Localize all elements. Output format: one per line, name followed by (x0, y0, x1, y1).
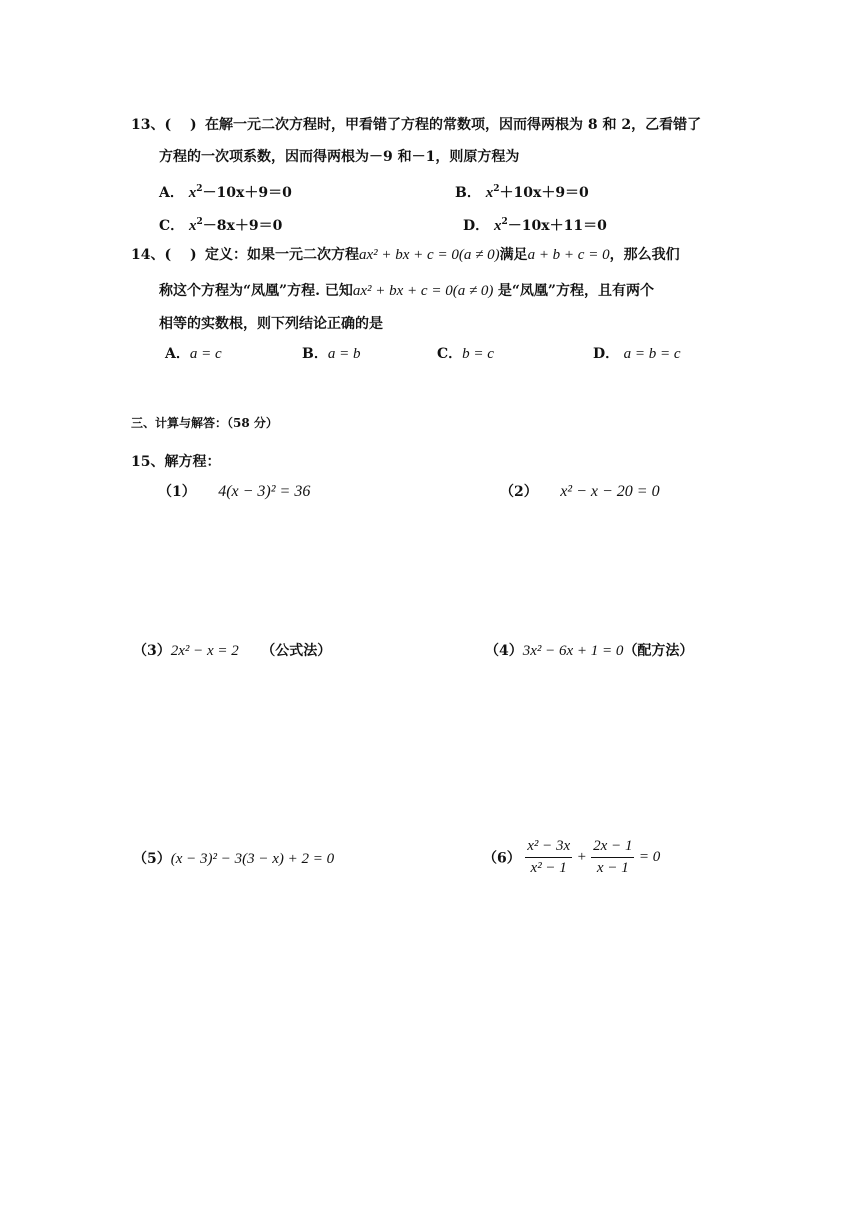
section-heading: 三、计算与解答：（58 分） (131, 416, 278, 430)
option-expr: a = b = c (623, 346, 681, 362)
item-expression: 4(x − 3)² = 36 (218, 483, 311, 500)
option-exp: 2 (196, 184, 203, 194)
q15-item-1 (158, 481, 310, 501)
item-label: （2） (500, 484, 538, 500)
q14-condition: a + b + c = 0 (527, 247, 610, 263)
fraction-2 (591, 838, 634, 877)
q13-number: 13、( ) (131, 117, 197, 133)
option-label: B． (302, 346, 328, 362)
option-rest: －10x＋11＝0 (507, 218, 607, 234)
option-var: x (485, 185, 494, 201)
q13-option-d[interactable] (463, 215, 607, 235)
option-label: A． (165, 346, 190, 362)
item-method-note: （公式法） (261, 643, 332, 659)
item-expression: 3x² − 6x + 1 = 0 (522, 643, 624, 659)
option-var: x (188, 185, 197, 201)
q14-option-a[interactable] (165, 343, 222, 363)
q15-item-2 (500, 481, 660, 501)
option-exp: 2 (196, 217, 203, 227)
q14-number: 14、( ) (131, 247, 197, 263)
q15-item-6 (483, 838, 660, 877)
item-expression: 2x² − x = 2 (170, 643, 239, 659)
q14-text: 定义：如果一元二次方程 (205, 247, 359, 263)
item-expression: x² − x − 20 = 0 (560, 483, 660, 500)
option-label: D． (463, 218, 490, 234)
q13-text-line2: 方程的一次项系数，因而得两根为－9 和－1，则原方程为 (159, 149, 520, 165)
equals-zero: = 0 (638, 849, 661, 865)
q15-title: 15、解方程： (131, 454, 221, 470)
q14-text: 称这个方程为“凤凰”方程. 已知 (159, 283, 353, 299)
option-label: A． (159, 185, 184, 201)
item-label: （5） (133, 851, 171, 867)
option-rest: ＋10x＋9＝0 (499, 185, 589, 201)
option-label: C． (159, 218, 185, 234)
plus-sign: + (576, 849, 587, 865)
fraction-numerator: 2x − 1 (591, 838, 634, 858)
fraction-denominator: x − 1 (596, 860, 629, 876)
q14-text: 满足 (499, 247, 528, 263)
option-var: x (189, 218, 197, 234)
option-expr: a = c (189, 346, 222, 362)
option-exp: 2 (501, 217, 508, 227)
q14-equation: ax² + bx + c = 0(a ≠ 0) (359, 247, 500, 263)
option-expr: a = b (327, 346, 361, 362)
option-exp: 2 (493, 184, 500, 194)
option-rest: －10x＋9＝0 (202, 185, 292, 201)
q14-equation: ax² + bx + c = 0(a ≠ 0) (352, 283, 494, 299)
option-label: B． (455, 185, 481, 201)
item-label: （3） (133, 643, 171, 659)
item-label: （6） (483, 850, 521, 867)
q14-text: ，那么我们 (609, 247, 680, 263)
q14-line2 (159, 280, 654, 300)
q13-option-a[interactable] (159, 182, 292, 202)
q14-option-c[interactable] (437, 343, 494, 363)
q15-item-5 (133, 848, 334, 868)
item-method-note: （配方法） (623, 643, 694, 659)
option-expr: b = c (462, 346, 494, 362)
q15-item-4 (485, 640, 693, 660)
fraction-1 (525, 838, 572, 877)
option-rest: －8x＋9＝0 (202, 218, 283, 234)
q13-text-line1: 在解一元二次方程时，甲看错了方程的常数项，因而得两根为 8 和 2，乙看错了 (205, 117, 702, 133)
item-expression: (x − 3)² − 3(3 − x) + 2 = 0 (170, 851, 335, 867)
item-label: （4） (485, 643, 523, 659)
q14-text: 是“凤凰”方程，且有两个 (497, 283, 654, 299)
q15-item-3 (133, 640, 331, 660)
option-var: x (494, 218, 502, 234)
q14-option-b[interactable] (302, 343, 360, 363)
item-label: （1） (158, 484, 196, 500)
q14-line3: 相等的实数根，则下列结论正确的是 (159, 316, 383, 332)
option-label: D． (593, 346, 620, 362)
q13-option-b[interactable] (455, 182, 589, 202)
q14-line1 (205, 244, 680, 264)
q14-option-d[interactable] (593, 343, 681, 363)
q13-option-c[interactable] (159, 215, 282, 235)
fraction-denominator: x² − 1 (530, 860, 567, 876)
fraction-numerator: x² − 3x (525, 838, 572, 858)
option-label: C． (437, 346, 463, 362)
